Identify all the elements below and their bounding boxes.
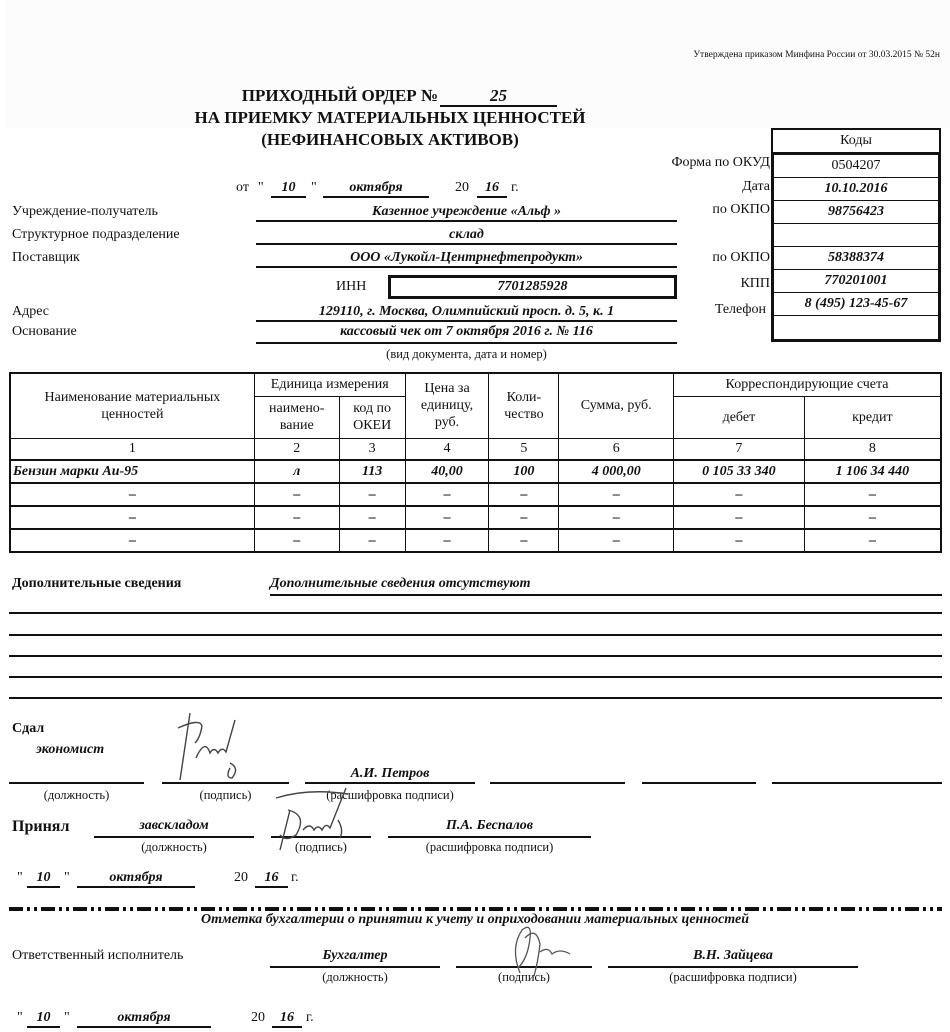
label-date: Дата (742, 179, 770, 194)
title-line2: НА ПРИЕМКУ МАТЕРИАЛЬНЫХ ЦЕННОСТЕЙ (194, 108, 586, 127)
header-unit-group: Единица измерения (254, 373, 405, 396)
received-date-year-prefix: 20 (234, 870, 248, 885)
received-name[interactable]: П.А. Беспалов (388, 818, 591, 838)
basis-field[interactable]: кассовый чек от 7 октября 2016 г. № 116 (256, 324, 677, 344)
accounting-date-day[interactable]: 10 (27, 1010, 60, 1028)
cell-qty[interactable]: – (489, 506, 559, 529)
cell-credit[interactable]: – (804, 506, 941, 529)
extra-line-1[interactable] (490, 768, 625, 784)
cell-name[interactable]: – (10, 483, 254, 506)
code-okud[interactable]: 0504207 (774, 155, 938, 178)
col-num: 2 (254, 438, 339, 460)
code-date[interactable]: 10.10.2016 (774, 178, 938, 201)
accounting-date-month[interactable]: октября (77, 1010, 211, 1028)
received-position[interactable]: завскладом (94, 818, 254, 838)
handed-label: Сдал (12, 721, 45, 736)
table-row (10, 460, 941, 483)
accounting-position-hint: (должность) (322, 970, 388, 984)
handed-name[interactable]: А.И. Петров (305, 766, 475, 784)
cell-unit-code[interactable]: – (339, 506, 405, 529)
cell-debit[interactable]: 0 105 33 340 (674, 460, 805, 483)
signature-petrov-icon (170, 708, 280, 793)
accounting-title: Отметка бухгалтерии о принятии к учету и оприходовании материальных ценностей (201, 912, 749, 927)
cell-unit-name[interactable]: – (254, 506, 339, 529)
col-num: 6 (559, 438, 674, 460)
received-date-year[interactable]: 16 (255, 870, 288, 888)
cell-price[interactable]: 40,00 (405, 460, 489, 483)
col-num: 1 (10, 438, 254, 460)
cell-debit[interactable]: – (674, 506, 805, 529)
handed-position[interactable]: экономист (36, 742, 105, 757)
division-field[interactable]: склад (256, 227, 677, 245)
accounting-executor-label: Ответственный исполнитель (12, 948, 184, 963)
additional-line-4[interactable] (9, 676, 942, 678)
recipient-field[interactable]: Казенное учреждение «Альф » (256, 204, 677, 222)
additional-line-3[interactable] (9, 655, 942, 657)
received-date-month[interactable]: октября (77, 870, 195, 888)
inn-label: ИНН (336, 279, 367, 294)
code-phone[interactable]: 8 (495) 123-45-67 (774, 293, 938, 316)
date-day[interactable]: 10 (271, 180, 306, 198)
address-label: Адрес (12, 304, 50, 319)
col-num: 5 (489, 438, 559, 460)
accounting-date-year-prefix: 20 (251, 1010, 265, 1025)
code-okpo-recipient[interactable]: 98756423 (774, 201, 938, 224)
accounting-date-quote-close: " (64, 1010, 70, 1025)
cell-name[interactable]: Бензин марки Аи-95 (10, 460, 254, 483)
extra-line-2[interactable] (642, 768, 756, 784)
cell-qty[interactable]: 100 (489, 460, 559, 483)
column-numbers-row (10, 438, 941, 460)
cell-sum[interactable]: – (559, 529, 674, 552)
cell-unit-code[interactable]: – (339, 529, 405, 552)
cell-unit-name[interactable]: л (254, 460, 339, 483)
accounting-position[interactable]: Бухгалтер (270, 948, 440, 968)
date-quote-open: " (258, 180, 264, 195)
additional-line-5[interactable] (9, 697, 942, 699)
cell-unit-name[interactable]: – (254, 529, 339, 552)
cell-price[interactable]: – (405, 506, 489, 529)
date-suffix: г. (511, 180, 519, 195)
cell-name[interactable]: – (10, 506, 254, 529)
received-date-quote-close: " (64, 870, 70, 885)
cell-qty[interactable]: – (489, 483, 559, 506)
title-line1: ПРИХОДНЫЙ ОРДЕР № (241, 86, 438, 105)
code-empty-2[interactable] (774, 316, 938, 339)
accounting-date-quote-open: " (17, 1010, 23, 1025)
address-field[interactable]: 129110, г. Москва, Олимпийский просп. д. 5, к. 1 (256, 304, 677, 322)
cell-price[interactable]: – (405, 529, 489, 552)
date-quote-close: " (311, 180, 317, 195)
code-okpo-supplier[interactable]: 58388374 (774, 247, 938, 270)
cell-qty[interactable]: – (489, 529, 559, 552)
header-unit-code: код по ОКЕИ (339, 396, 405, 438)
code-empty-1[interactable] (774, 224, 938, 247)
received-date-quote-open: " (17, 870, 23, 885)
division-label: Структурное подразделение (12, 227, 180, 242)
received-signature-hint: (подпись) (295, 840, 347, 854)
header-sum: Сумма, руб. (559, 373, 674, 438)
title-line3: (НЕФИНАНСОВЫХ АКТИВОВ) (261, 130, 519, 149)
received-position-hint: (должность) (141, 840, 207, 854)
additional-line-1[interactable] (9, 612, 942, 614)
accounting-signature-hint: (подпись) (498, 970, 550, 984)
cell-name[interactable]: – (10, 529, 254, 552)
signature-zaitseva-icon (500, 918, 590, 993)
cell-unit-name[interactable]: – (254, 483, 339, 506)
order-number[interactable]: 25 (440, 86, 557, 107)
date-month[interactable]: октября (323, 180, 429, 198)
date-prefix: от (236, 180, 249, 195)
handed-signature-hint: (подпись) (199, 788, 252, 802)
cell-debit[interactable]: – (674, 529, 805, 552)
label-okpo-1: по ОКПО (712, 202, 770, 217)
received-date-suffix: г. (291, 870, 299, 885)
col-num: 8 (804, 438, 941, 460)
cell-sum[interactable]: – (559, 506, 674, 529)
label-kpp: КПП (740, 276, 770, 291)
header-credit: кредит (804, 396, 941, 438)
handed-position-line[interactable] (9, 768, 144, 784)
approval-note: Утверждена приказом Минфина России от 30.03.2015 № 52н (693, 50, 940, 60)
cell-credit[interactable]: – (804, 483, 941, 506)
header-debit: дебет (674, 396, 805, 438)
header-name: Наименование материальных ценностей (10, 373, 254, 438)
col-num: 3 (339, 438, 405, 460)
received-date-day[interactable]: 10 (27, 870, 60, 888)
date-year-prefix: 20 (455, 180, 469, 195)
header-qty: Коли-чество (489, 373, 559, 438)
extra-line-3[interactable] (772, 768, 942, 784)
additional-line-2[interactable] (9, 634, 942, 636)
received-label: Принял (12, 818, 70, 835)
cell-unit-code[interactable]: 113 (339, 460, 405, 483)
col-num: 7 (674, 438, 805, 460)
label-okud: Форма по ОКУД (671, 155, 770, 170)
header-unit-name: наимено-вание (254, 396, 339, 438)
cell-sum[interactable]: 4 000,00 (559, 460, 674, 483)
label-phone: Телефон (714, 302, 766, 317)
label-okpo-2: по ОКПО (712, 250, 770, 265)
cell-debit[interactable]: – (674, 483, 805, 506)
accounting-date-year[interactable]: 16 (272, 1010, 302, 1028)
recipient-label: Учреждение-получатель (12, 204, 158, 219)
additional-field[interactable]: Дополнительные сведения отсутствуют (270, 576, 942, 596)
header-accounts-group: Корреспондирующие счета (674, 373, 941, 396)
handed-position-hint: (должность) (43, 788, 110, 802)
date-year[interactable]: 16 (477, 180, 507, 198)
codes-block (771, 128, 941, 342)
col-num: 4 (405, 438, 489, 460)
cell-price[interactable]: – (405, 483, 489, 506)
table-row (10, 506, 941, 529)
handed-name-hint: (расшифровка подписи) (326, 788, 454, 802)
goods-table (9, 372, 942, 553)
basis-label: Основание (12, 324, 77, 339)
additional-label: Дополнительные сведения (12, 576, 182, 591)
received-name-hint: (расшифровка подписи) (425, 840, 554, 854)
signature-bespalov-icon (268, 780, 378, 865)
cell-sum[interactable]: – (559, 483, 674, 506)
supplier-field[interactable]: ООО «Лукойл-Центрнефтепродукт» (256, 250, 677, 268)
cell-unit-code[interactable]: – (339, 483, 405, 506)
code-kpp[interactable]: 770201001 (774, 270, 938, 293)
table-row (10, 529, 941, 552)
table-row (10, 483, 941, 506)
cell-credit[interactable]: 1 106 34 440 (804, 460, 941, 483)
accounting-date-suffix: г. (306, 1010, 314, 1025)
supplier-label: Поставщик (12, 250, 80, 265)
header-price: Цена за единицу, руб. (405, 373, 489, 438)
inn-field[interactable]: 7701285928 (388, 275, 677, 299)
basis-hint: (вид документа, дата и номер) (386, 347, 547, 361)
dash-separator (9, 907, 942, 911)
cell-credit[interactable]: – (804, 529, 941, 552)
accounting-name-hint: (расшифровка подписи) (669, 970, 797, 984)
accounting-name[interactable]: В.Н. Зайцева (608, 948, 858, 968)
codes-header: Коды (771, 128, 941, 152)
